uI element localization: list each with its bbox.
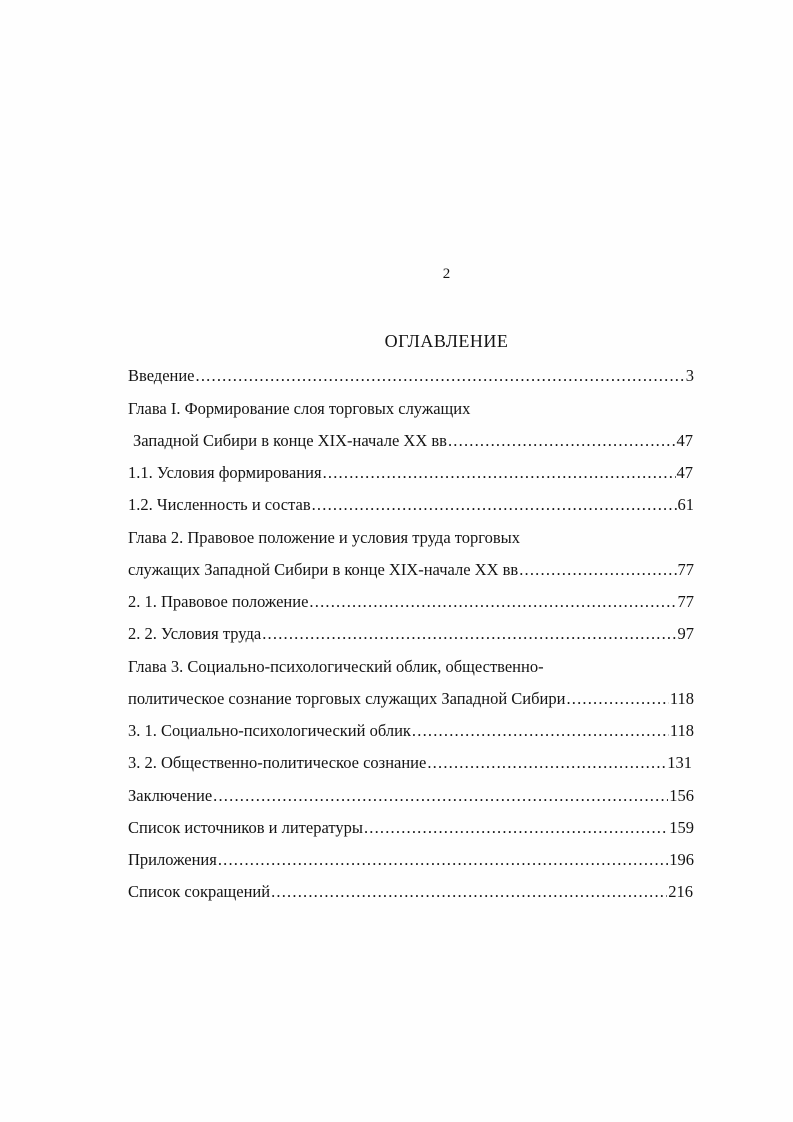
toc-entry-label: 2. 1. Правовое положение: [128, 592, 309, 611]
toc-entry-label: 3. 2. Общественно-политическое сознание: [128, 753, 427, 772]
toc-leader-dots: [262, 624, 676, 644]
toc-entry-label: Глава I. Формирование слоя торговых служащих: [128, 399, 471, 418]
toc-entry-page: 47: [676, 463, 693, 482]
toc-entry-page: 216: [668, 882, 693, 901]
toc-entry-label: служащих Западной Сибири в конце XIX-начале XX вв: [128, 560, 519, 579]
toc-leader-dots: [427, 753, 666, 773]
toc-entry-page: 77: [677, 592, 694, 611]
toc-entry-introduction: [128, 366, 694, 386]
toc-entry-page: 3: [685, 366, 694, 385]
toc-entry-conclusion: [128, 786, 694, 806]
toc-entry-page: 118: [669, 721, 694, 740]
toc-entry-chapter-3-heading: [128, 657, 544, 677]
toc-entry-label: 1.2. Численность и состав: [128, 495, 311, 514]
toc-entry-label: Западной Сибири в конце XIX-начале XX вв: [133, 431, 447, 450]
toc-entry-page: 47: [676, 431, 693, 450]
toc-entry-label: 1.1. Условия формирования: [128, 463, 322, 482]
toc-entry-section-3-1: [128, 721, 694, 741]
toc-entry-chapter-1: [133, 431, 693, 451]
toc-entry-page: 196: [669, 850, 694, 869]
toc-entry-label: Глава 3. Социально-психологический облик, общественно-: [128, 657, 544, 676]
toc-entry-label: Заключение: [128, 786, 213, 805]
toc-entry-page: 118: [669, 689, 694, 708]
toc-entry-label: Приложения: [128, 850, 217, 869]
toc-title: ОГЛАВЛЕНИЕ: [384, 331, 509, 351]
toc-leader-dots: [271, 882, 667, 902]
toc-leader-dots: [309, 592, 676, 612]
toc-leader-dots: [323, 463, 676, 483]
toc-entry-appendices: [128, 850, 694, 870]
toc-entry-section-2-1: [128, 592, 694, 612]
toc-entry-chapter-2-heading: [128, 528, 520, 548]
toc-entry-label: Список источников и литературы: [128, 818, 363, 837]
toc-entry-chapter-3: [128, 689, 694, 709]
toc-entry-label: Список сокращений: [128, 882, 271, 901]
toc-entry-label: Глава 2. Правовое положение и условия труда торговых: [128, 528, 520, 547]
toc-entry-page: 77: [677, 560, 694, 579]
toc-leader-dots: [364, 818, 668, 838]
toc-entry-page: 156: [669, 786, 694, 805]
toc-entry-page: 131: [667, 753, 692, 772]
toc-entry-abbreviations: [128, 882, 693, 902]
toc-leader-dots: [412, 721, 669, 741]
toc-leader-dots: [519, 560, 676, 580]
toc-entry-chapter-2: [128, 560, 694, 580]
toc-entry-section-1-2: [128, 495, 694, 515]
toc-leader-dots: [213, 786, 668, 806]
toc-leader-dots: [218, 850, 668, 870]
toc-entry-chapter-1-heading: [128, 399, 470, 419]
toc-entry-label: политическое сознание торговых служащих Западной Сибири: [128, 689, 566, 708]
toc-entry-page: 159: [669, 818, 694, 837]
toc-entry-page: 61: [677, 495, 694, 514]
toc-leader-dots: [312, 495, 677, 515]
toc-entry-sources: [128, 818, 694, 838]
toc-leader-dots: [566, 689, 668, 709]
toc-entry-section-2-2: [128, 624, 694, 644]
toc-entry-page: 97: [677, 624, 694, 643]
toc-entry-section-3-2: [128, 753, 692, 773]
toc-entry-label: 2. 2. Условия труда: [128, 624, 262, 643]
toc-leader-dots: [196, 366, 685, 386]
toc-entry-section-1-1: [128, 463, 693, 483]
page-number: 2: [442, 266, 451, 282]
toc-entry-label: Введение: [128, 366, 195, 385]
toc-leader-dots: [448, 431, 676, 451]
toc-entry-label: 3. 1. Социально-психологический облик: [128, 721, 411, 740]
